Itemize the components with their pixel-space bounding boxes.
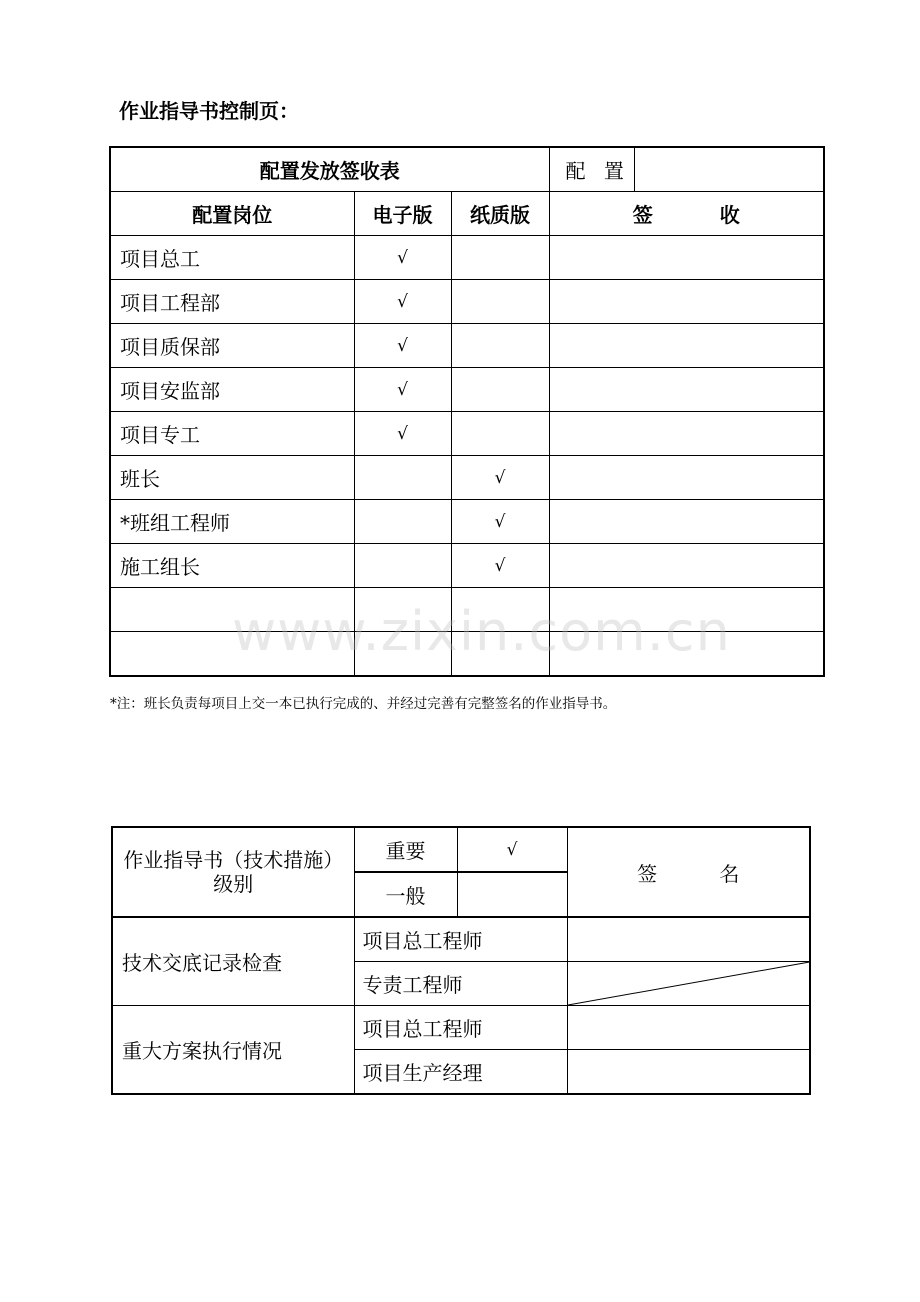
electronic-check-cell[interactable] xyxy=(354,544,451,588)
section-label-tech-briefing: 技术交底记录检查 xyxy=(112,917,354,1006)
distribution-header-row xyxy=(110,192,824,236)
paper-check-cell[interactable] xyxy=(451,236,549,280)
table-row xyxy=(110,412,824,456)
electronic-check-cell[interactable]: √ xyxy=(354,280,451,324)
position-cell: 项目工程部 xyxy=(110,280,354,324)
header-sign: 签 收 xyxy=(549,192,824,236)
paper-check-cell[interactable] xyxy=(451,632,549,677)
level-title-line1: 作业指导书（技术措施） xyxy=(123,848,344,872)
role-label: 专责工程师 xyxy=(354,962,567,1006)
sign-cell[interactable] xyxy=(549,236,824,280)
paper-check-cell[interactable] xyxy=(451,280,549,324)
electronic-check-cell[interactable]: √ xyxy=(354,324,451,368)
position-cell: 项目质保部 xyxy=(110,324,354,368)
distribution-signoff-table xyxy=(109,146,825,677)
role-label: 项目总工程师 xyxy=(354,917,567,962)
table-row xyxy=(110,368,824,412)
electronic-check-cell[interactable] xyxy=(354,500,451,544)
header-paper: 纸质版 xyxy=(451,192,549,236)
signature-cell-crossed xyxy=(567,962,810,1006)
header-position: 配置岗位 xyxy=(110,192,354,236)
paper-check-cell[interactable] xyxy=(451,368,549,412)
level-row-important xyxy=(112,827,810,872)
sign-cell[interactable] xyxy=(549,500,824,544)
paper-check-cell[interactable]: √ xyxy=(451,500,549,544)
guide-level-table xyxy=(111,826,811,1095)
table-row xyxy=(110,500,824,544)
sign-cell[interactable] xyxy=(549,280,824,324)
position-cell: 项目总工 xyxy=(110,236,354,280)
position-cell: 施工组长 xyxy=(110,544,354,588)
position-cell: 项目专工 xyxy=(110,412,354,456)
level-title-line2: 级别 xyxy=(213,872,254,896)
general-label: 一般 xyxy=(354,872,457,917)
sign-cell[interactable] xyxy=(549,324,824,368)
watermark: www.zixin.com.cn xyxy=(232,600,731,663)
config-label: 配 置 xyxy=(549,147,634,192)
paper-check-cell[interactable]: √ xyxy=(451,544,549,588)
paper-check-cell[interactable] xyxy=(451,324,549,368)
table-row xyxy=(110,324,824,368)
paper-check-cell[interactable] xyxy=(451,588,549,632)
general-check-cell[interactable] xyxy=(457,872,567,917)
sign-header: 签 名 xyxy=(567,827,810,917)
table-row xyxy=(110,544,824,588)
page-title: 作业指导书控制页： xyxy=(119,99,299,123)
section-row xyxy=(112,1006,810,1050)
header-electronic: 电子版 xyxy=(354,192,451,236)
electronic-check-cell[interactable] xyxy=(354,588,451,632)
sign-cell[interactable] xyxy=(549,368,824,412)
important-label: 重要 xyxy=(354,827,457,872)
table-row xyxy=(110,588,824,632)
position-cell: *班组工程师 xyxy=(110,500,354,544)
signature-cell[interactable] xyxy=(567,917,810,962)
position-cell xyxy=(110,632,354,677)
level-title-cell xyxy=(112,827,354,917)
paper-check-cell[interactable]: √ xyxy=(451,456,549,500)
role-label: 项目生产经理 xyxy=(354,1050,567,1095)
signature-cell[interactable] xyxy=(567,1006,810,1050)
role-label: 项目总工程师 xyxy=(354,1006,567,1050)
sign-cell[interactable] xyxy=(549,588,824,632)
footnote: *注：班长负责每项目上交一本已执行完成的、并经过完善有完整签名的作业指导书。 xyxy=(110,696,617,712)
section-row xyxy=(112,917,810,962)
signature-cell[interactable] xyxy=(567,1050,810,1095)
sign-cell[interactable] xyxy=(549,544,824,588)
important-check-cell[interactable]: √ xyxy=(457,827,567,872)
sign-cell[interactable] xyxy=(549,456,824,500)
section-label-major-plan: 重大方案执行情况 xyxy=(112,1006,354,1095)
distribution-title: 配置发放签收表 xyxy=(110,147,549,192)
sign-cell[interactable] xyxy=(549,412,824,456)
paper-check-cell[interactable] xyxy=(451,412,549,456)
position-cell: 项目安监部 xyxy=(110,368,354,412)
table-row xyxy=(110,236,824,280)
electronic-check-cell[interactable]: √ xyxy=(354,368,451,412)
table-row xyxy=(110,456,824,500)
electronic-check-cell[interactable]: √ xyxy=(354,412,451,456)
config-value-cell[interactable] xyxy=(634,147,824,192)
electronic-check-cell[interactable]: √ xyxy=(354,236,451,280)
position-cell: 班长 xyxy=(110,456,354,500)
electronic-check-cell[interactable] xyxy=(354,632,451,677)
position-cell xyxy=(110,588,354,632)
sign-cell[interactable] xyxy=(549,632,824,677)
distribution-title-row xyxy=(110,147,824,192)
diagonal-strike-line xyxy=(568,962,810,1005)
electronic-check-cell[interactable] xyxy=(354,456,451,500)
table-row xyxy=(110,280,824,324)
table-row xyxy=(110,632,824,677)
